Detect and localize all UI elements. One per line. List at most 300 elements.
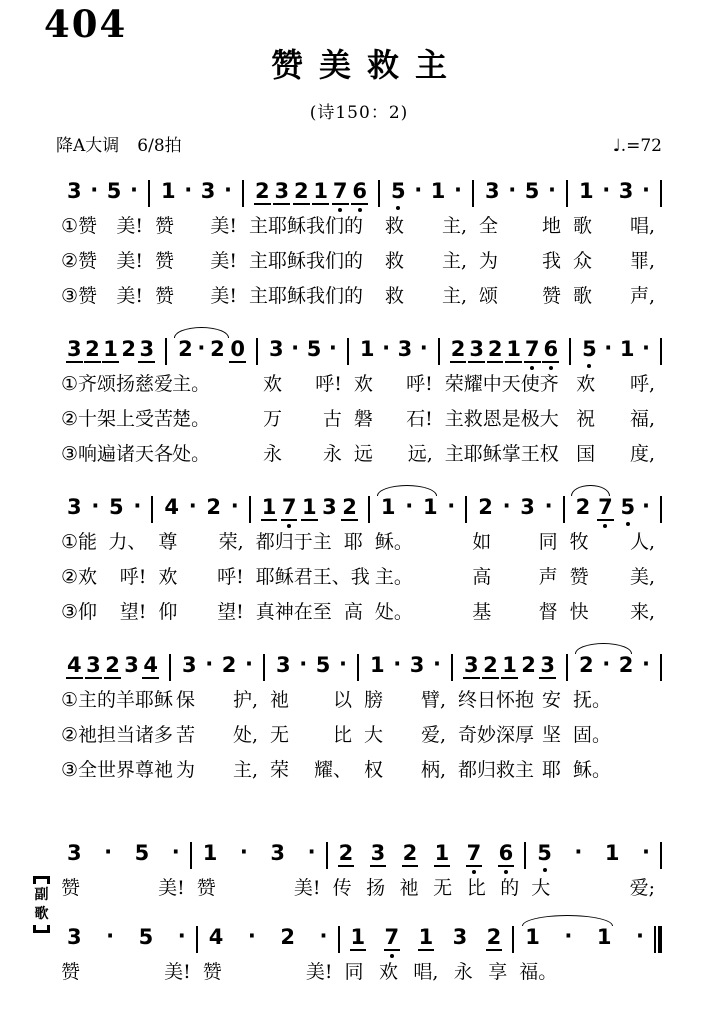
note-digit: 1 <box>350 925 366 949</box>
low-octave-dot <box>543 868 547 872</box>
note-digit: 2 <box>579 653 594 677</box>
lyric-syllable: 救 <box>385 250 405 272</box>
measure <box>56 914 196 988</box>
note-digit: 1 <box>103 337 118 361</box>
lyric-syllable: 柄, <box>420 759 446 781</box>
lyric-line <box>60 593 147 628</box>
lyric-syllable: 地 <box>541 215 561 237</box>
augmentation-dot: · <box>393 652 402 676</box>
lyric-syllable: 尊 <box>158 531 178 553</box>
lyric-line <box>269 681 353 716</box>
lyric-syllable: 福。 <box>519 961 558 983</box>
augmentation-dot: · <box>602 652 611 676</box>
lyric-line <box>175 716 259 751</box>
note-token <box>66 337 83 363</box>
notes-row <box>363 653 447 681</box>
augmentation-dot: · <box>177 924 186 948</box>
lyric-syllable: 美! <box>116 250 143 272</box>
note-digit: 3 <box>270 841 286 865</box>
lyric-syllable: ③全世界尊 <box>61 759 155 781</box>
note-token <box>384 925 401 951</box>
augmentation-dot: · <box>604 336 613 360</box>
note-token <box>160 179 177 203</box>
lyric-syllable: 赞 <box>155 285 175 307</box>
note-digit: 3 <box>520 495 535 519</box>
lyric-syllable: 美! <box>305 961 333 983</box>
lyric-syllable: 磐 <box>353 408 373 430</box>
notes-row <box>444 337 565 365</box>
note-digit: 5 <box>134 841 150 865</box>
lyric-line <box>60 953 192 988</box>
lyric-syllable: 耶稣君王、我 <box>255 566 370 588</box>
lyric-syllable: 耶 <box>541 759 561 781</box>
lyric-syllable: 声, <box>629 285 655 307</box>
note-token <box>519 495 536 519</box>
lyric-line <box>471 593 558 628</box>
note-digit: 0 <box>230 337 245 361</box>
meta-row <box>56 131 662 156</box>
lyric-syllable: 大 <box>364 724 384 746</box>
measure <box>56 326 174 470</box>
note-token <box>350 925 367 951</box>
lyric-syllable: 固。 <box>573 724 612 746</box>
lyric-syllable: 福, <box>629 408 655 430</box>
hymn-title: 赞美救主 <box>270 46 463 84</box>
augmentation-dot: · <box>447 494 456 518</box>
note-token <box>275 653 292 677</box>
bracket-bottom-icon <box>33 925 50 933</box>
note-token <box>369 653 386 677</box>
lyric-syllable: 为 <box>176 759 196 781</box>
augmentation-dot: · <box>642 652 650 676</box>
lyric-line <box>384 242 468 277</box>
augmentation-dot: · <box>184 178 193 202</box>
note-digit: 1 <box>313 179 329 203</box>
note-token <box>466 841 483 867</box>
note-token <box>106 179 123 203</box>
low-octave-dot <box>587 364 591 368</box>
note-digit: 1 <box>380 495 396 519</box>
lyric-syllable: 荣耀中天使齐 <box>444 373 559 395</box>
note-token <box>181 653 198 677</box>
lyric-syllable: 呼! <box>406 373 433 395</box>
lyric-syllable: 美! <box>293 877 321 899</box>
note-digit: 1 <box>302 495 317 519</box>
lyric-line <box>478 207 562 242</box>
note-digit: 2 <box>293 179 309 203</box>
low-octave-dot <box>358 208 362 212</box>
lyric-syllable: 祂 <box>270 689 290 711</box>
note-token <box>482 653 499 679</box>
note-token <box>332 179 349 205</box>
lyric-line <box>572 681 656 716</box>
low-octave-dot <box>396 206 400 210</box>
note-token <box>597 495 614 521</box>
note-token <box>351 179 368 205</box>
note-digit: 6 <box>543 337 559 361</box>
note-token <box>142 653 159 679</box>
lyric-syllable: 主耶稣掌王权 <box>444 443 559 465</box>
note-digit: 2 <box>402 841 418 865</box>
lyric-syllable: 远, <box>407 443 433 465</box>
barline <box>660 338 662 365</box>
note-digit: 1 <box>502 653 517 677</box>
lyric-syllable: 处。 <box>172 443 211 465</box>
note-digit: 1 <box>261 495 277 519</box>
augmentation-dot: · <box>171 840 180 864</box>
measure <box>467 484 562 628</box>
lyric-syllable: 奇妙深厚 <box>458 724 535 746</box>
note-token <box>524 337 541 363</box>
note-digit: 2 <box>338 841 354 865</box>
lyric-syllable: 抚。 <box>573 689 612 711</box>
lyric-syllable: 美! <box>158 877 185 899</box>
lyric-line <box>569 523 656 558</box>
lyric-syllable: 享 <box>488 961 508 983</box>
lyric-syllable: 唱, <box>413 961 439 983</box>
lyric-line <box>530 869 656 904</box>
note-digit: 2 <box>487 337 503 361</box>
augmentation-dot: · <box>405 494 414 518</box>
note-digit: 4 <box>67 653 82 677</box>
lyric-line <box>269 716 353 751</box>
notes-row <box>269 653 353 681</box>
lyric-syllable: 比 <box>466 877 486 899</box>
lyric-syllable: 牧 <box>569 531 589 553</box>
lyric-line <box>154 242 238 277</box>
note-digit: 2 <box>105 653 120 677</box>
lyric-line <box>353 365 434 400</box>
note-token <box>578 653 595 677</box>
notes-row <box>196 841 322 869</box>
low-octave-dot <box>390 954 394 958</box>
lyric-syllable: 望! <box>119 601 147 623</box>
note-digit: 2 <box>255 179 270 203</box>
note-token <box>422 495 439 519</box>
lyric-syllable: 主, <box>441 215 467 237</box>
lyric-syllable: ①齐颂扬慈 <box>61 373 155 395</box>
lyric-syllable: 美! <box>210 285 237 307</box>
lyric-syllable: 都归救主 <box>458 759 535 781</box>
lyric-syllable: 呼! <box>217 566 244 588</box>
time-signature: 6/8拍 <box>137 136 182 156</box>
lyric-syllable: 主。 <box>374 566 413 588</box>
note-digit: 1 <box>604 841 620 865</box>
lyric-line <box>471 523 558 558</box>
note-digit: 2 <box>210 337 225 361</box>
lyric-line <box>171 365 252 400</box>
note-digit: 5 <box>306 337 322 361</box>
augmentation-dot: · <box>642 178 650 202</box>
note-token <box>104 653 121 679</box>
measure <box>514 914 654 988</box>
note-digit: 7 <box>332 179 348 203</box>
lyric-line <box>444 435 565 470</box>
lyric-line <box>569 593 656 628</box>
augmentation-dot: · <box>339 652 347 676</box>
notes-row <box>478 179 562 207</box>
lyric-syllable: 苦 <box>176 724 196 746</box>
score <box>34 168 662 988</box>
augmentation-dot: · <box>230 494 239 518</box>
note-token <box>409 653 426 677</box>
note-digit: 2 <box>121 337 136 361</box>
lyric-syllable: 终日怀抱 <box>458 689 535 711</box>
measure <box>198 914 338 988</box>
refrain-label-char: 副 <box>34 887 49 903</box>
notes-row <box>353 337 434 365</box>
lyric-line <box>60 365 174 400</box>
lyric-syllable: ①能 <box>61 531 98 553</box>
lyric-line <box>457 716 562 751</box>
note-digit: 5 <box>582 337 597 361</box>
augmentation-dot: · <box>90 178 99 202</box>
lyric-line <box>569 558 656 593</box>
note-digit: 3 <box>469 337 484 361</box>
note-digit: 2 <box>85 337 100 361</box>
lyric-syllable: 来, <box>629 601 655 623</box>
lyric-syllable: ①主的羊耶 <box>61 689 155 711</box>
notation-system <box>56 484 662 628</box>
lyric-line <box>572 716 656 751</box>
notes-row <box>457 653 562 681</box>
augmentation-dot: · <box>508 178 517 202</box>
lyric-line <box>60 207 144 242</box>
lyric-syllable: 永 <box>263 443 283 465</box>
lyric-syllable: 处, <box>232 724 258 746</box>
note-digit: 2 <box>450 337 466 361</box>
notes-row <box>575 337 656 365</box>
lyric-line <box>248 242 374 277</box>
lyric-syllable: 稣 <box>154 689 174 711</box>
note-token <box>208 925 225 949</box>
lyric-syllable: 呼, <box>629 373 655 395</box>
note-token <box>202 841 219 865</box>
lyric-line <box>444 400 565 435</box>
note-digit: 3 <box>322 495 337 519</box>
lyric-line <box>196 869 322 904</box>
notes-row <box>248 179 374 207</box>
lyric-line <box>175 751 259 786</box>
note-token <box>452 925 469 949</box>
lyric-syllable: 各 <box>154 443 174 465</box>
notes-row <box>171 337 252 365</box>
note-token <box>205 495 222 519</box>
lyric-syllable: 主耶稣我们的 <box>249 250 364 272</box>
lyric-syllable: 呼! <box>315 373 342 395</box>
lyric-syllable: 高 <box>343 601 363 623</box>
lyric-syllable: 主, <box>232 759 258 781</box>
note-token <box>108 495 125 519</box>
lyric-line <box>572 207 656 242</box>
augmentation-dot: · <box>106 924 115 948</box>
key-and-meter <box>56 131 182 156</box>
notes-row <box>60 653 165 681</box>
note-token <box>301 495 318 521</box>
notation-system <box>56 168 662 312</box>
lyric-syllable: 祝 <box>576 408 596 430</box>
augmentation-dot: · <box>104 840 113 864</box>
lyric-syllable: ②欢 <box>61 566 98 588</box>
note-digit: 7 <box>384 925 400 949</box>
lyric-syllable: 无 <box>433 877 453 899</box>
bracket-top-icon <box>33 876 50 884</box>
lyric-line <box>478 242 562 277</box>
note-token <box>468 337 485 363</box>
note-digit: 1 <box>161 179 176 203</box>
lyric-syllable: 歌 <box>573 215 593 237</box>
note-digit: 3 <box>86 653 101 677</box>
note-digit: 3 <box>67 925 82 949</box>
lyric-line <box>384 207 468 242</box>
lyric-syllable: 古 <box>322 408 342 430</box>
measure <box>56 168 148 312</box>
lyric-syllable: 欢 <box>263 373 283 395</box>
lyric-syllable: 主耶稣我们的 <box>249 285 364 307</box>
note-token <box>315 653 332 677</box>
lyric-line <box>255 593 364 628</box>
low-octave-dot <box>530 366 534 370</box>
measure <box>568 642 660 786</box>
measure <box>150 168 242 312</box>
lyric-syllable: ③赞 <box>61 285 98 307</box>
lyric-syllable: 力、 <box>108 531 147 553</box>
note-token <box>359 337 376 361</box>
barline <box>660 654 662 681</box>
barline <box>660 496 662 523</box>
note-digit: 5 <box>106 179 122 203</box>
note-digit: 7 <box>281 495 297 519</box>
note-token <box>619 337 636 361</box>
note-token <box>66 179 83 203</box>
low-octave-dot <box>338 208 342 212</box>
measure <box>192 830 326 904</box>
note-token <box>434 841 451 867</box>
lyric-syllable: 比 <box>332 724 352 746</box>
measure <box>56 642 174 786</box>
lyric-syllable: 石! <box>406 408 433 430</box>
notes-row <box>60 925 192 953</box>
augmentation-dot: · <box>454 178 462 202</box>
note-token <box>134 841 151 865</box>
augmentation-dot: · <box>564 924 573 948</box>
lyric-line <box>60 242 144 277</box>
notes-row <box>60 337 161 365</box>
lyric-syllable: 众 <box>573 250 593 272</box>
lyric-line <box>471 558 558 593</box>
lyric-syllable: ③仰 <box>61 601 98 623</box>
notes-row <box>255 495 364 523</box>
note-token <box>581 337 598 361</box>
lyric-line <box>154 277 238 312</box>
lyric-syllable: 主, <box>441 285 467 307</box>
notes-row <box>262 337 343 365</box>
lyric-line <box>248 277 374 312</box>
note-digit: 3 <box>67 179 82 203</box>
lyric-syllable: 坚 <box>541 724 561 746</box>
scripture-reference: (诗150：2) <box>309 103 409 123</box>
lyric-line <box>575 365 656 400</box>
lyric-syllable: 祂 <box>154 759 174 781</box>
lyric-syllable: 真神在至 <box>255 601 332 623</box>
lyric-syllable: 同 <box>344 961 364 983</box>
note-token <box>338 841 355 867</box>
lyric-syllable: 赞 <box>61 961 81 983</box>
tempo-marking: ♩.=72 <box>612 136 662 156</box>
note-token <box>604 841 621 865</box>
lyric-syllable: 苦 <box>154 408 174 430</box>
lyric-syllable: 唱, <box>629 215 655 237</box>
notation-system <box>56 642 662 786</box>
note-token <box>520 653 537 677</box>
lyric-syllable: 大 <box>531 877 551 899</box>
note-token <box>477 495 494 519</box>
note-token <box>221 653 238 677</box>
lyric-line <box>478 277 562 312</box>
note-digit: 5 <box>537 841 552 865</box>
note-digit: 1 <box>202 841 218 865</box>
low-octave-dot <box>287 524 291 528</box>
note-token <box>463 653 480 679</box>
lyric-line <box>575 400 656 435</box>
note-token <box>505 337 522 363</box>
note-token <box>163 495 180 519</box>
note-token <box>281 495 298 521</box>
slur-arc <box>174 327 230 338</box>
note-digit: 1 <box>434 841 450 865</box>
note-digit: 1 <box>430 179 446 203</box>
note-digit: 7 <box>466 841 482 865</box>
lyric-syllable: 督 <box>538 601 558 623</box>
lyric-syllable: 以 <box>332 689 352 711</box>
lyric-line <box>262 400 343 435</box>
note-digit: 3 <box>397 337 413 361</box>
notation-system <box>56 914 662 988</box>
note-digit: 3 <box>139 337 155 361</box>
lyric-line <box>255 523 364 558</box>
notes-row <box>569 495 656 523</box>
augmentation-dot: · <box>433 652 441 676</box>
notes-row <box>60 841 186 869</box>
note-token <box>620 495 637 519</box>
lyric-syllable: 稣。 <box>573 759 612 781</box>
lyric-line <box>60 277 144 312</box>
low-octave-dot <box>603 524 607 528</box>
note-digit: 7 <box>524 337 540 361</box>
lyric-syllable: 护, <box>232 689 258 711</box>
lyric-syllable: 美, <box>629 566 655 588</box>
augmentation-dot: · <box>299 652 308 676</box>
refrain-label <box>33 876 50 933</box>
lyric-line <box>60 558 147 593</box>
note-token <box>380 495 397 519</box>
lyric-line <box>60 681 174 716</box>
augmentation-dot: · <box>642 840 650 864</box>
note-digit: 3 <box>370 841 386 865</box>
note-digit: 5 <box>109 495 124 519</box>
measure <box>440 326 569 470</box>
lyric-syllable: 主。 <box>172 373 211 395</box>
lyric-syllable: 赞 <box>202 961 222 983</box>
lyric-syllable: ③响遍诸天 <box>61 443 155 465</box>
note-token <box>273 179 290 205</box>
note-token <box>66 841 83 865</box>
augmentation-dot: · <box>91 494 100 518</box>
measure <box>370 484 465 628</box>
augmentation-dot: · <box>641 336 650 360</box>
low-octave-dot <box>472 870 476 874</box>
notes-row <box>518 925 650 953</box>
